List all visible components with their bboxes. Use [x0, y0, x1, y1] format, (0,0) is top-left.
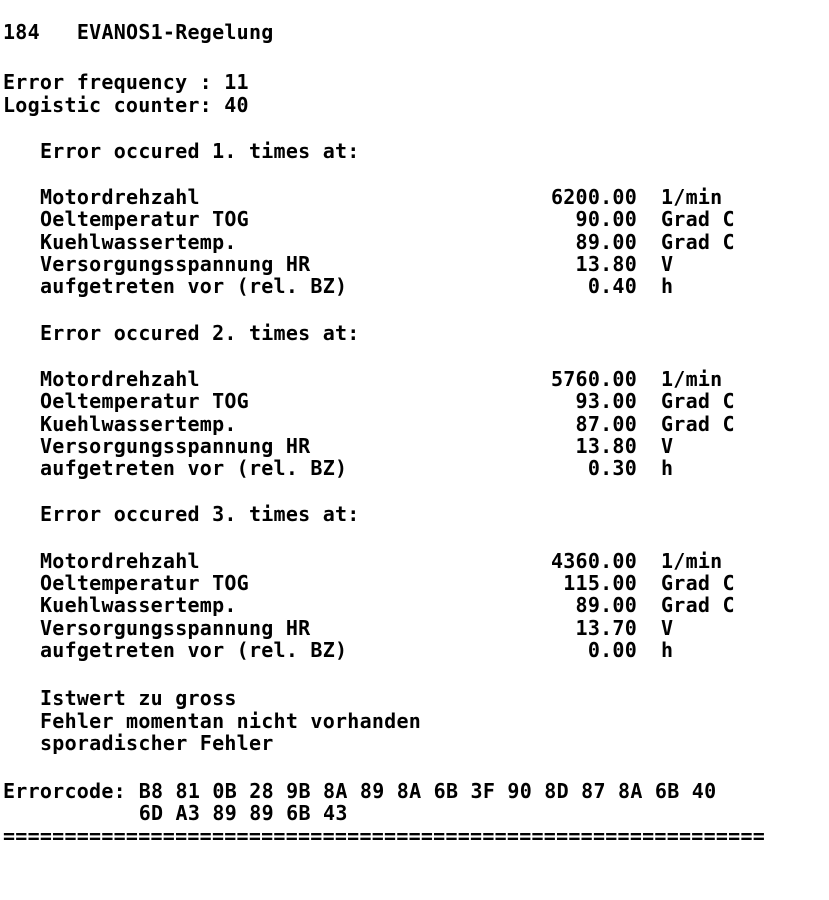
measurement-unit: Grad C	[661, 229, 735, 254]
measurement-value: 13.80	[575, 433, 637, 458]
measurement-label: Versorgungsspannung HR	[40, 433, 311, 458]
error-frequency-line	[3, 71, 829, 93]
measurement-row	[3, 275, 829, 297]
measurement-row	[3, 435, 829, 457]
measurement-value: 13.70	[575, 615, 637, 640]
measurement-value: 5760.00	[550, 366, 637, 391]
errorcode-section	[3, 780, 829, 847]
measurement-unit: Grad C	[661, 411, 735, 436]
measurement-row	[3, 231, 829, 253]
blank-line	[3, 526, 829, 550]
measurement-unit: h	[661, 637, 674, 662]
occurrence-section-2	[3, 322, 829, 480]
blank-line	[3, 479, 829, 503]
errorcode-line-2	[3, 802, 829, 824]
blank-line	[3, 344, 829, 368]
errorcode-bytes: B8 81 0B 28 9B 8A 89 8A 6B 3F 90 8D 87 8A 6B 40	[138, 779, 717, 804]
occurrence-heading: Error occured 3. times at:	[40, 502, 360, 527]
blank-line	[3, 661, 829, 687]
measurement-row	[3, 368, 829, 390]
blank-line	[3, 162, 829, 186]
measurement-unit: 1/min	[661, 548, 723, 573]
measurement-unit: h	[661, 274, 674, 299]
blank-line	[3, 43, 829, 71]
measurement-unit: Grad C	[661, 389, 735, 414]
measurement-value: 93.00	[575, 389, 637, 414]
measurement-unit: Grad C	[661, 207, 735, 232]
occurrence-heading: Error occured 1. times at:	[40, 138, 360, 163]
errorcode-line-1	[3, 780, 829, 802]
measurement-row	[3, 390, 829, 412]
measurement-label: Kuehlwassertemp.	[40, 411, 237, 436]
measurement-label: Versorgungsspannung HR	[40, 252, 311, 277]
measurement-row	[3, 639, 829, 661]
measurement-label: Versorgungsspannung HR	[40, 615, 311, 640]
measurement-value: 87.00	[575, 411, 637, 436]
measurement-label: Motordrehzahl	[40, 548, 200, 573]
errorcode-bytes: 6D A3 89 89 6B 43	[138, 801, 348, 826]
measurement-row	[3, 457, 829, 479]
measurement-label: Oeltemperatur TOG	[40, 389, 249, 414]
status-line: sporadischer Fehler	[40, 730, 274, 755]
measurement-row	[3, 208, 829, 230]
measurement-row	[3, 550, 829, 572]
measurement-unit: V	[661, 433, 674, 458]
measurement-label: aufgetreten vor (rel. BZ)	[40, 274, 348, 299]
measurement-label: Motordrehzahl	[40, 366, 200, 391]
logistic-counter-line	[3, 94, 829, 116]
status-line: Istwert zu gross	[40, 686, 237, 711]
measurement-row	[3, 594, 829, 616]
measurement-label: Oeltemperatur TOG	[40, 571, 249, 596]
measurement-unit: V	[661, 252, 674, 277]
measurement-label: aufgetreten vor (rel. BZ)	[40, 637, 348, 662]
measurement-value: 0.40	[587, 274, 637, 299]
measurement-unit: Grad C	[661, 571, 735, 596]
measurement-row	[3, 572, 829, 594]
occurrence-section-3	[3, 503, 829, 661]
measurement-row	[3, 186, 829, 208]
blank-line	[3, 298, 829, 322]
errorcode-label: Errorcode:	[3, 779, 126, 804]
measurement-unit: 1/min	[661, 185, 723, 210]
measurement-label: Kuehlwassertemp.	[40, 593, 237, 618]
measurement-value: 4360.00	[550, 548, 637, 573]
measurement-unit: V	[661, 615, 674, 640]
error-frequency-label: Error frequency :	[3, 70, 212, 95]
occurrence-section-1	[3, 140, 829, 298]
measurement-value: 6200.00	[550, 185, 637, 210]
measurement-row	[3, 413, 829, 435]
fault-code: 184	[3, 20, 40, 44]
measurement-value: 13.80	[575, 252, 637, 277]
measurement-label: Motordrehzahl	[40, 185, 200, 210]
fault-name: EVANOS1-Regelung	[76, 20, 274, 44]
logistic-counter-value: 40	[224, 92, 249, 117]
measurement-unit: h	[661, 456, 674, 481]
occurrence-heading: Error occured 2. times at:	[40, 320, 360, 345]
status-section	[3, 687, 829, 754]
error-frequency-value: 11	[224, 70, 249, 95]
blank-line	[3, 116, 829, 140]
blank-line	[3, 754, 829, 780]
measurement-unit: 1/min	[661, 366, 723, 391]
measurement-value: 0.30	[587, 456, 637, 481]
measurement-unit: Grad C	[661, 593, 735, 618]
measurement-value: 90.00	[575, 207, 637, 232]
logistic-counter-label: Logistic counter:	[3, 92, 212, 117]
measurement-label: Oeltemperatur TOG	[40, 207, 249, 232]
measurement-value: 115.00	[563, 571, 637, 596]
status-line: Fehler momentan nicht vorhanden	[40, 708, 422, 733]
fault-title-line	[3, 21, 829, 43]
separator-line: ==============================================================	[3, 823, 766, 848]
measurement-value: 0.00	[587, 637, 637, 662]
measurement-row	[3, 253, 829, 275]
measurement-value: 89.00	[575, 229, 637, 254]
measurement-label: aufgetreten vor (rel. BZ)	[40, 456, 348, 481]
measurement-row	[3, 617, 829, 639]
measurement-value: 89.00	[575, 593, 637, 618]
measurement-label: Kuehlwassertemp.	[40, 229, 237, 254]
